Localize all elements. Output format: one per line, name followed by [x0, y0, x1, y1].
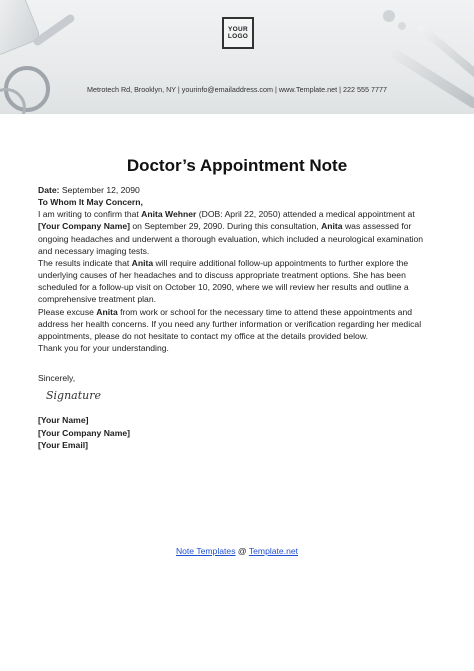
text: Please excuse	[38, 306, 97, 317]
page-title: Doctor’s Appointment Note	[126, 156, 348, 175]
text: will require additional follow-up appointments to further explore the underlying causes of her headaches and to discuss appropriate treatment options. She has been scheduled for a follow-up visit on October 10, 2090, where we will review her results and outline a comprehensive treatment plan.	[38, 257, 409, 305]
logo-line1: YOUR	[228, 26, 248, 33]
sender-company-text: [Your Company Name]	[38, 427, 130, 438]
pill-image	[383, 10, 395, 22]
thanks-line: Thank you for your understanding.	[38, 343, 169, 354]
salutation	[38, 196, 438, 208]
paragraph-3	[38, 306, 438, 342]
signature: Signature	[46, 389, 102, 403]
paragraph-2	[38, 257, 438, 306]
company-logo	[222, 17, 254, 49]
logo-line2: LOGO	[227, 33, 249, 40]
sender-email	[38, 439, 438, 451]
text: from work or school for the necessary time to attend these appointments and address her health concerns. If you need any further information or verification regarding her medical appointments, please do not hesitate to contact my office at the details provided below.	[38, 306, 422, 341]
letter-body	[38, 184, 438, 451]
header-banner	[0, 0, 474, 114]
patient-name: Anita	[96, 306, 118, 317]
date-value: September 12, 2090	[61, 185, 140, 195]
footer-links	[0, 546, 474, 556]
paragraph-1	[38, 208, 438, 257]
phone-image	[0, 0, 41, 57]
text: was assessed for ongoing headaches and underwent a thorough evaluation, which included a neurological examination and necessary imaging tests.	[38, 221, 424, 256]
stethoscope-tube-image	[32, 13, 76, 47]
text: (DOB: April 22, 2050) attended a medical appointment at	[196, 209, 415, 220]
template-net-link[interactable]: Template.net	[248, 546, 299, 556]
text: I am writing to confirm that	[38, 209, 142, 220]
date-line	[38, 184, 438, 196]
company-name: [Your Company Name]	[38, 221, 130, 232]
footer-separator: @	[235, 546, 249, 556]
pill-image	[398, 22, 406, 30]
sender-name-text: [Your Name]	[38, 415, 89, 426]
sender-email-text: [Your Email]	[38, 439, 88, 450]
note-templates-link[interactable]: Note Templates	[175, 546, 236, 556]
date-label: Date:	[38, 185, 60, 195]
sender-name	[38, 414, 438, 426]
sender-company	[38, 427, 438, 439]
signature-area	[38, 384, 438, 414]
salutation-text: To Whom It May Concern,	[38, 197, 143, 208]
text: The results indicate that	[38, 257, 132, 268]
closing: Sincerely,	[38, 373, 76, 384]
contact-info: Metrotech Rd, Brooklyn, NY | yourinfo@emailaddress.com | www.Template.net | 222 555 7777	[86, 85, 387, 94]
text: on September 29, 2090. During this consultation,	[130, 221, 322, 232]
patient-name: Anita	[321, 221, 343, 232]
patient-name: Anita Wehner	[141, 209, 197, 220]
patient-name: Anita	[131, 257, 154, 268]
